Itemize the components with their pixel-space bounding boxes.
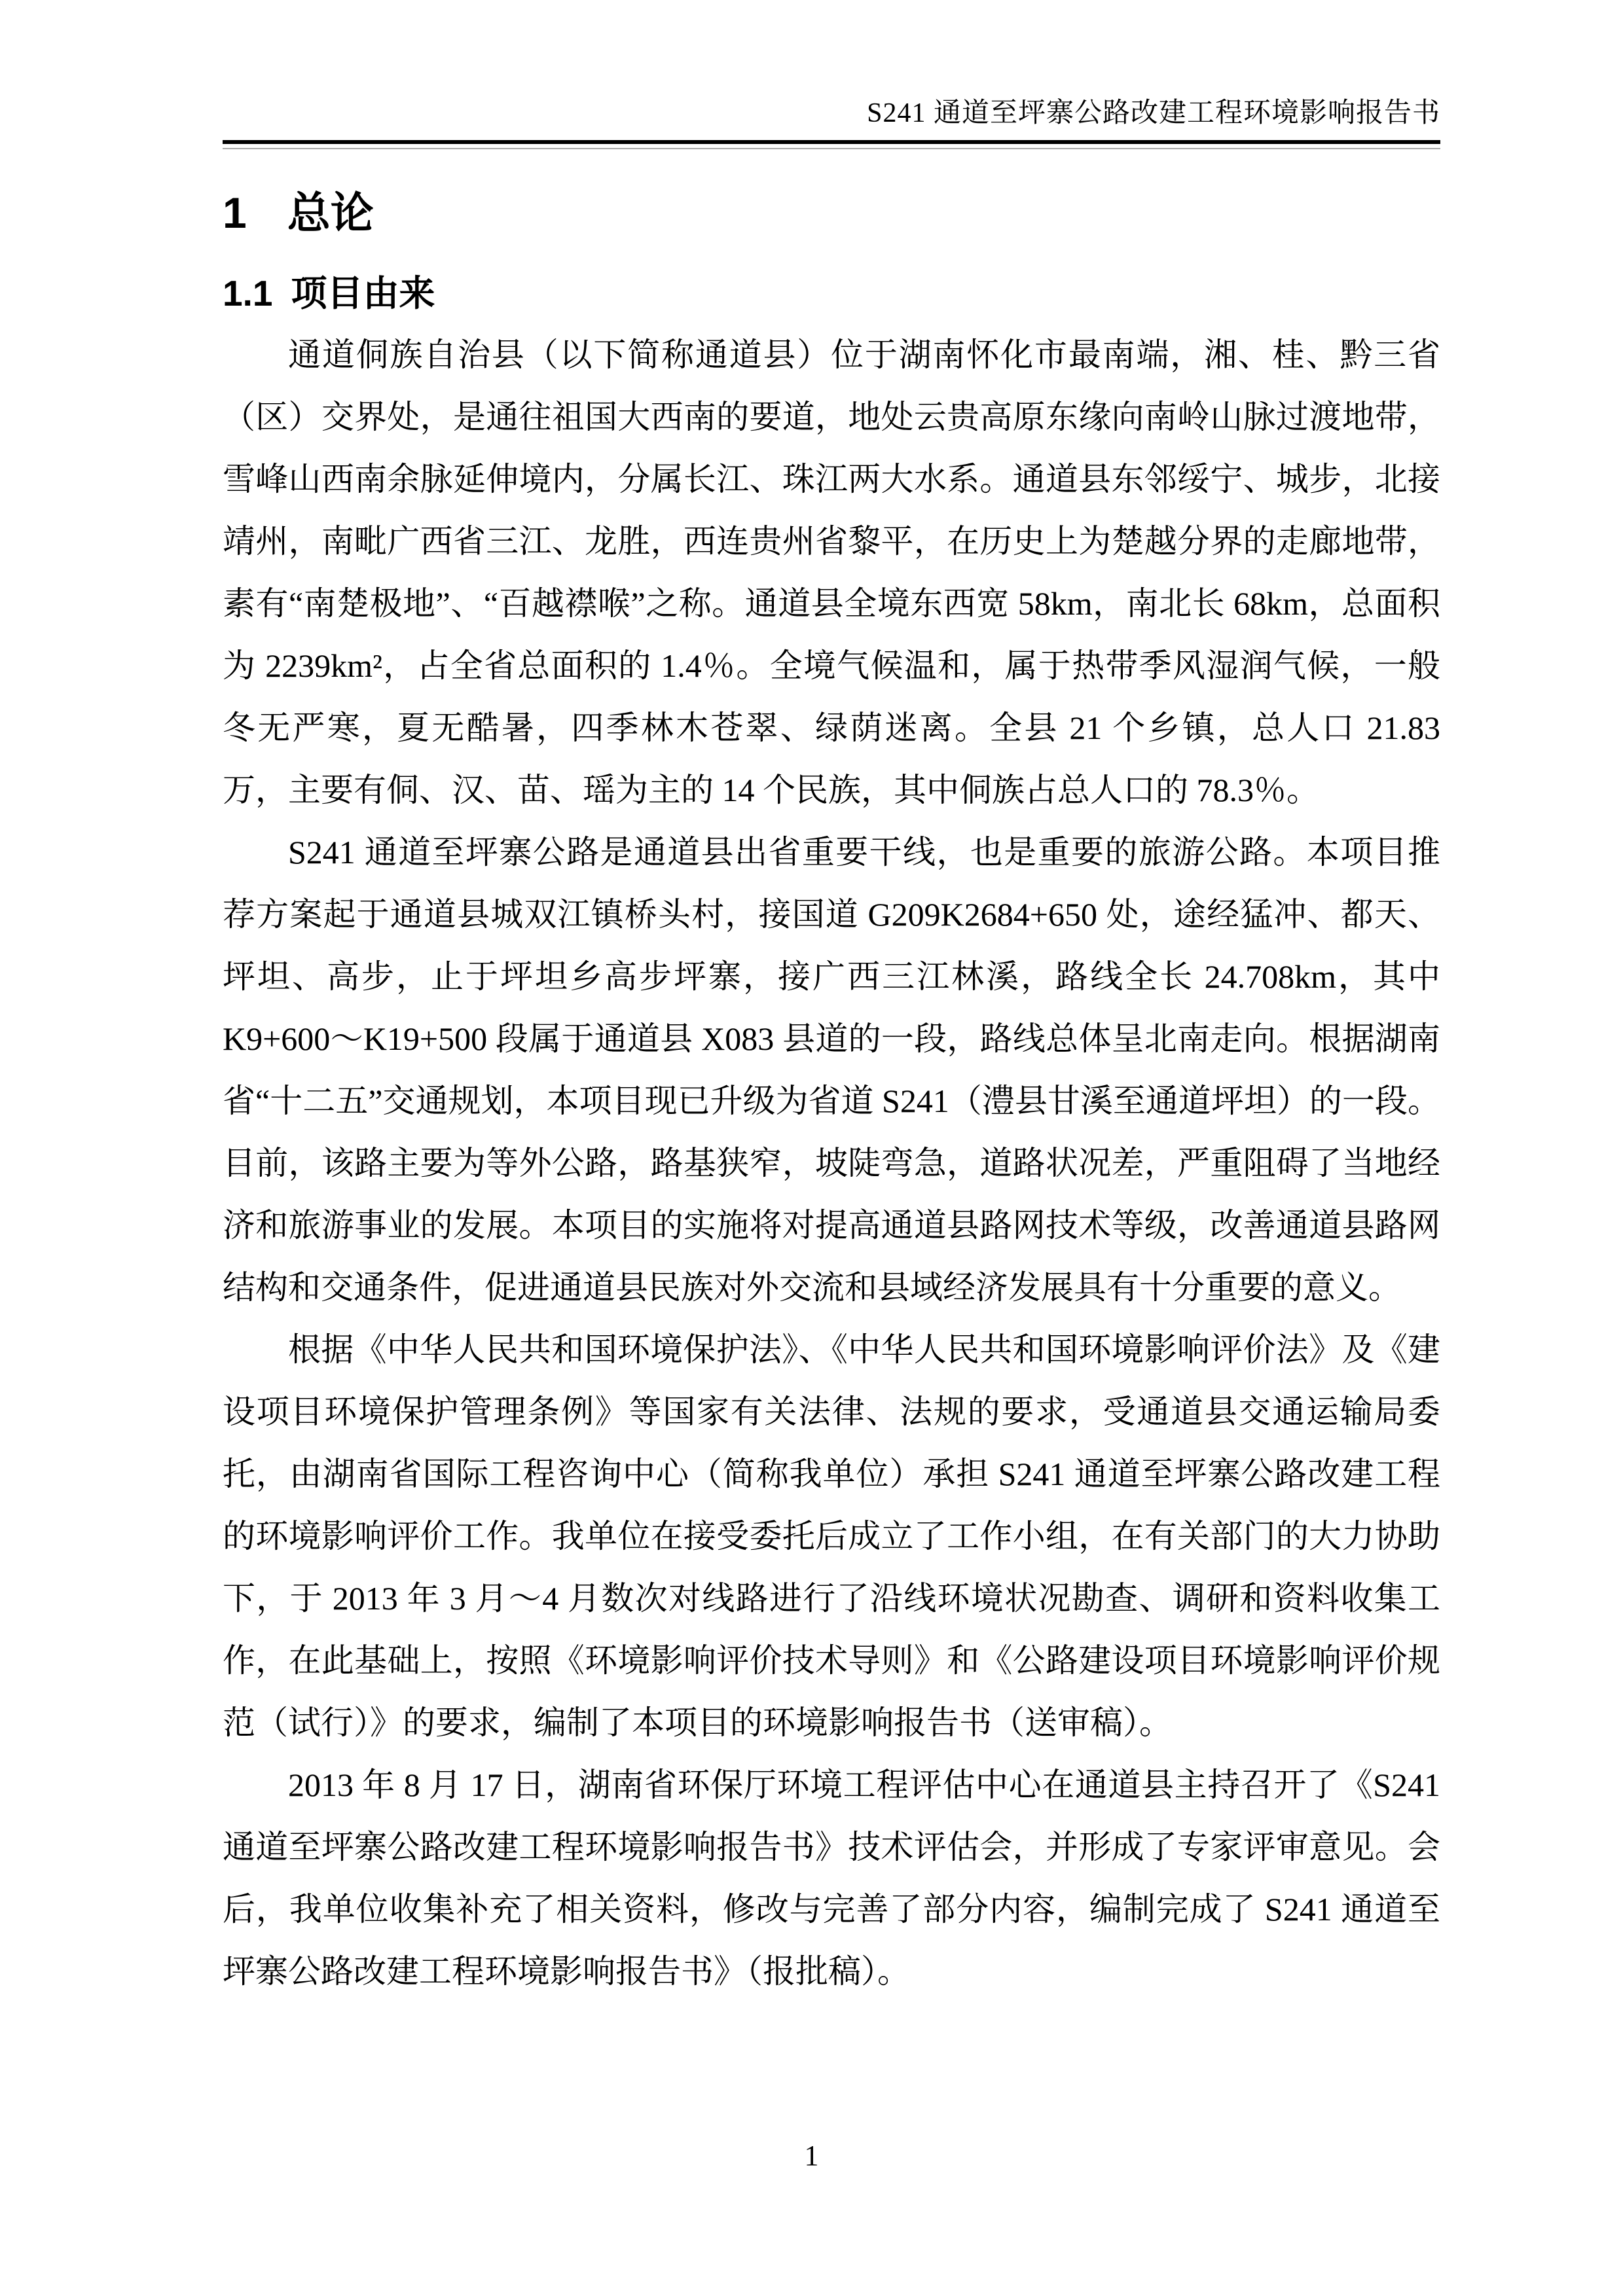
header-title: S241 通道至坪寨公路改建工程环境影响报告书: [867, 98, 1440, 128]
chapter-title: 总论: [287, 188, 374, 237]
chapter-number: 1: [223, 188, 247, 237]
header-rule-thin: [223, 148, 1440, 149]
section-number: 1.1: [223, 273, 273, 314]
header-rule-thick: [223, 140, 1440, 144]
page-header: [223, 97, 1440, 149]
page-number: 1: [804, 2140, 819, 2172]
page-footer: [0, 2139, 1623, 2173]
paragraph-1: 通道侗族自治县（以下简称通道县）位于湖南怀化市最南端，湘、桂、黔三省（区）交界处，是通往祖国大西南的要道，地处云贵高原东缘向南岭山脉过渡地带，雪峰山西南余脉延伸境内，分属长江、珠江两大水系。通道县东邻绥宁、城步，北接靖州，南毗广西省三江、龙胜，西连贵州省黎平，在历史上为楚越分界的走廊地带，素有“南楚极地”、“百越襟喉”之称。通道县全境东西宽 58km，南北长 68km，总面积为 2239km²，占全省总面积的 1.4％。全境气候温和，属于热带季风湿润气候，一般冬无严寒，夏无酷暑，四季林木苍翠、绿荫迷离。全县 21 个乡镇，总人口 21.83 万，主要有侗、汉、苗、瑶为主的 14 个民族，其中侗族占总人口的 78.3％。: [223, 336, 1440, 808]
document-body: [223, 187, 1440, 2003]
section-heading: [223, 272, 1440, 315]
section-title: 项目由来: [291, 273, 435, 314]
paragraph-2: S241 通道至坪寨公路是通道县出省重要干线，也是重要的旅游公路。本项目推荐方案起于通道县城双江镇桥头村，接国道 G209K2684+650 处，途经猛冲、都天、坪坦、高步，止于坪坦乡高步坪寨，接广西三江林溪，路线全长 24.708km，其中 K9+600～K19+500 段属于通道县 X083 县道的一段，路线总体呈北南走向。根据湖南省“十二五”交通规划，本项目现已升级为省道 S241（澧县甘溪至通道坪坦）的一段。目前，该路主要为等外公路，路基狭窄，坡陡弯急，道路状况差，严重阻碍了当地经济和旅游事业的发展。本项目的实施将对提高通道县路网技术等级，改善通道县路网结构和交通条件，促进通道县民族对外交流和县域经济发展具有十分重要的意义。: [223, 834, 1440, 1306]
paragraph-3: 根据《中华人民共和国环境保护法》、《中华人民共和国环境影响评价法》及《建设项目环境保护管理条例》等国家有关法律、法规的要求，受通道县交通运输局委托，由湖南省国际工程咨询中心（简称我单位）承担 S241 通道至坪寨公路改建工程的环境影响评价工作。我单位在接受委托后成立了工作小组，在有关部门的大力协助下，于 2013 年 3 月～4 月数次对线路进行了沿线环境状况勘查、调研和资料收集工作，在此基础上，按照《环境影响评价技术导则》和《公路建设项目环境影响评价规范（试行）》的要求，编制了本项目的环境影响报告书（送审稿）。: [223, 1331, 1440, 1741]
chapter-heading: [223, 187, 1440, 239]
paragraph-list: [223, 324, 1440, 2003]
paragraph-4: 2013 年 8 月 17 日，湖南省环保厅环境工程评估中心在通道县主持召开了《S241 通道至坪寨公路改建工程环境影响报告书》技术评估会，并形成了专家评审意见。会后，我单位收集补充了相关资料，修改与完善了部分内容，编制完成了 S241 通道至坪寨公路改建工程环境影响报告书》（报批稿）。: [223, 1767, 1440, 1990]
